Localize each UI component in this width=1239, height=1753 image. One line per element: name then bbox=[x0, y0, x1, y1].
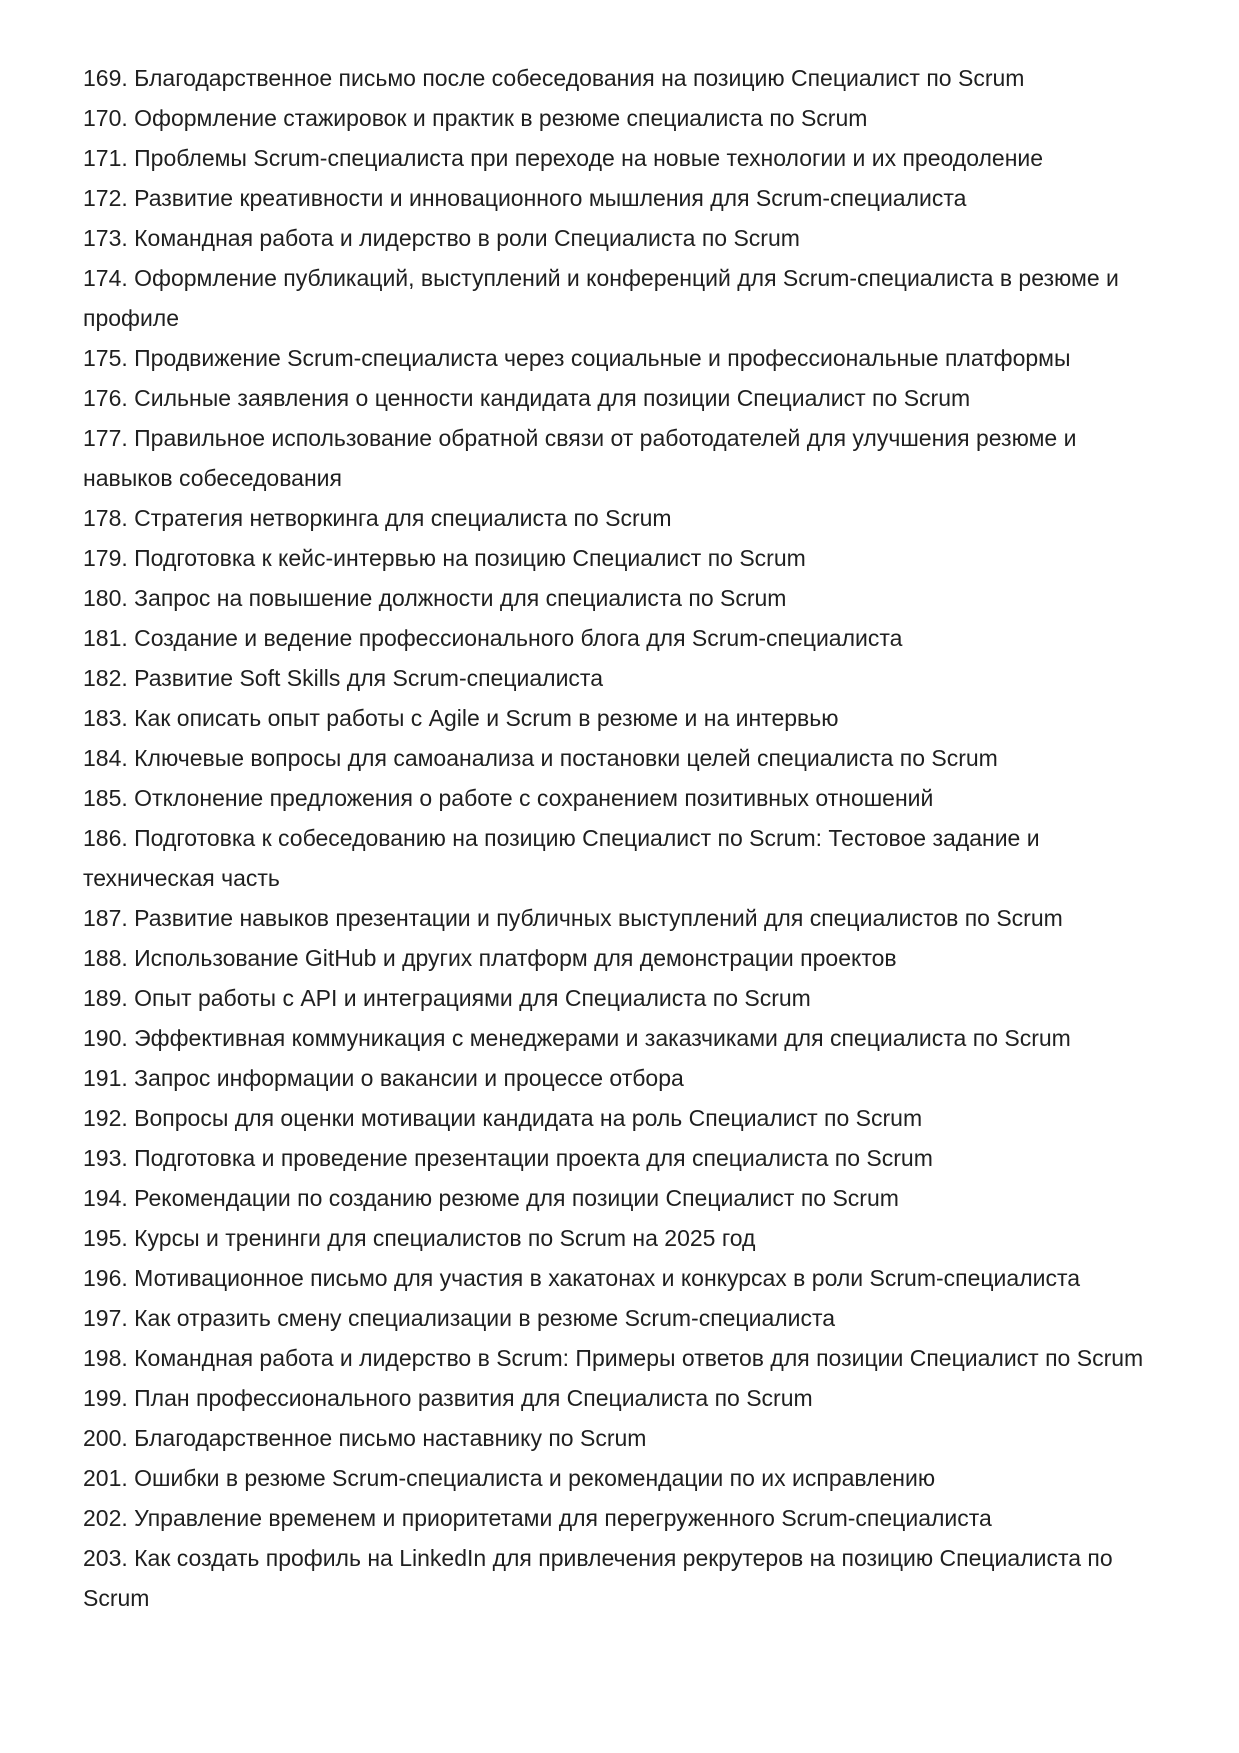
list-item: 184. Ключевые вопросы для самоанализа и постановки целей специалиста по Scrum bbox=[83, 745, 998, 771]
list-item: 176. Сильные заявления о ценности кандидата для позиции Специалист по Scrum bbox=[83, 385, 971, 411]
list-item: 173. Командная работа и лидерство в роли Специалиста по Scrum bbox=[83, 225, 800, 251]
list-item: 192. Вопросы для оценки мотивации кандидата на роль Специалист по Scrum bbox=[83, 1105, 923, 1131]
list-item: 183. Как описать опыт работы с Agile и Scrum в резюме и на интервью bbox=[83, 705, 839, 731]
list-item: 178. Стратегия нетворкинга для специалиста по Scrum bbox=[83, 505, 672, 531]
list-item: 185. Отклонение предложения о работе с сохранением позитивных отношений bbox=[83, 785, 934, 811]
list-item: 193. Подготовка и проведение презентации проекта для специалиста по Scrum bbox=[83, 1145, 933, 1171]
list-item: 180. Запрос на повышение должности для специалиста по Scrum bbox=[83, 585, 787, 611]
list-item: 174. Оформление публикаций, выступлений и конференций для Scrum-специалиста в резюме и профиле bbox=[83, 265, 1119, 331]
list-item: 179. Подготовка к кейс-интервью на позицию Специалист по Scrum bbox=[83, 545, 806, 571]
list-item: 201. Ошибки в резюме Scrum-специалиста и рекомендации по их исправлению bbox=[83, 1465, 936, 1491]
list-item: 190. Эффективная коммуникация с менеджерами и заказчиками для специалиста по Scrum bbox=[83, 1025, 1071, 1051]
list-item: 172. Развитие креативности и инновационного мышления для Scrum-специалиста bbox=[83, 185, 967, 211]
list-item: 202. Управление временем и приоритетами для перегруженного Scrum-специалиста bbox=[83, 1505, 992, 1531]
list-item: 188. Использование GitHub и других платформ для демонстрации проектов bbox=[83, 945, 897, 971]
list-item: 199. План профессионального развития для Специалиста по Scrum bbox=[83, 1385, 813, 1411]
list-item: 169. Благодарственное письмо после собеседования на позицию Специалист по Scrum bbox=[83, 65, 1025, 91]
list-item: 170. Оформление стажировок и практик в резюме специалиста по Scrum bbox=[83, 105, 868, 131]
list-item: 187. Развитие навыков презентации и публичных выступлений для специалистов по Scrum bbox=[83, 905, 1063, 931]
list-item: 175. Продвижение Scrum-специалиста через социальные и профессиональные платформы bbox=[83, 345, 1071, 371]
list-item: 197. Как отразить смену специализации в резюме Scrum-специалиста bbox=[83, 1305, 836, 1331]
list-item: 189. Опыт работы с API и интеграциями для Специалиста по Scrum bbox=[83, 985, 811, 1011]
list-item: 191. Запрос информации о вакансии и процессе отбора bbox=[83, 1065, 684, 1091]
list-item: 177. Правильное использование обратной связи от работодателей для улучшения резюме и навыков собеседования bbox=[83, 425, 1077, 491]
list-item: 198. Командная работа и лидерство в Scrum: Примеры ответов для позиции Специалист по Scrum bbox=[83, 1345, 1144, 1371]
list-item: 200. Благодарственное письмо наставнику по Scrum bbox=[83, 1425, 647, 1451]
list-item: 195. Курсы и тренинги для специалистов по Scrum на 2025 год bbox=[83, 1225, 756, 1251]
list-item: 181. Создание и ведение профессионального блога для Scrum-специалиста bbox=[83, 625, 903, 651]
list-item: 186. Подготовка к собеседованию на позицию Специалист по Scrum: Тестовое задание и техническая часть bbox=[83, 825, 1040, 891]
list-item: 182. Развитие Soft Skills для Scrum-специалиста bbox=[83, 665, 603, 691]
list-item: 171. Проблемы Scrum-специалиста при переходе на новые технологии и их преодоление bbox=[83, 145, 1044, 171]
list-item: 196. Мотивационное письмо для участия в хакатонах и конкурсах в роли Scrum-специалиста bbox=[83, 1265, 1081, 1291]
list-item: 194. Рекомендации по созданию резюме для позиции Специалист по Scrum bbox=[83, 1185, 899, 1211]
list-item: 203. Как создать профиль на LinkedIn для привлечения рекрутеров на позицию Специалиста по Scrum bbox=[83, 1545, 1113, 1611]
